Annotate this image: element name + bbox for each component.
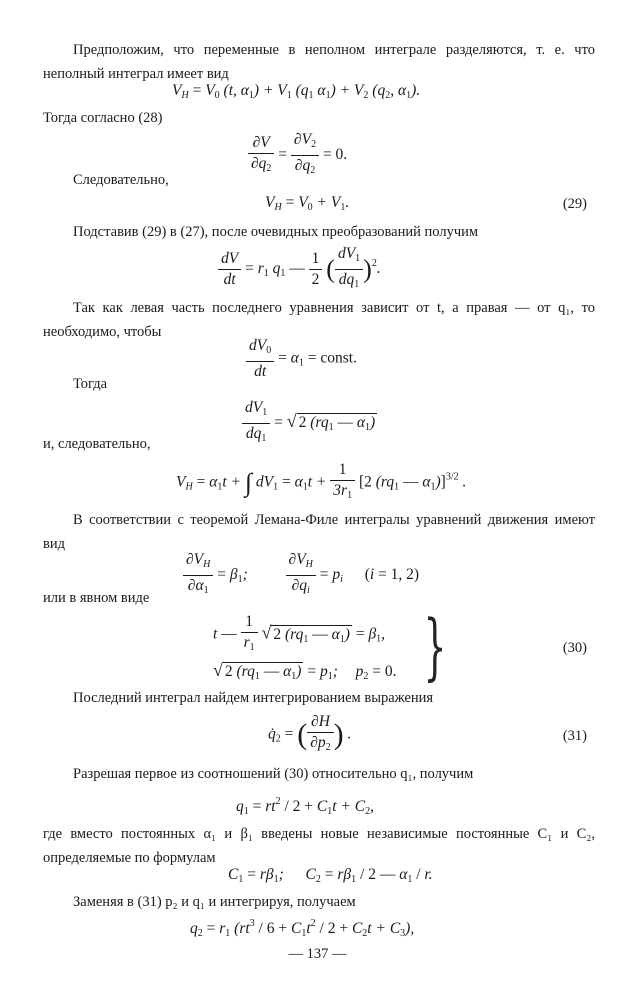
- equation-separated-integral: $V_H = V_0$ (t, $\alpha_1) + V_1$ ($q_1$ $\alpha_1) + V_2$ ($q_2$, $\alpha_1$).: [172, 82, 421, 101]
- text-consequently: Следовательно,: [73, 172, 169, 188]
- text-last-integral: Последний интеграл найдем интегрированием выражения: [73, 690, 434, 706]
- equation-partial-zero: $\frac{\partial V}{\partial q_2}$ = $\frac{\partial V_2}{\partial q_2}$ = 0.: [248, 130, 347, 181]
- equation-31: $q̇_2$ = ( $\frac{\partial H}{\partial p_2}$ ) .: [268, 713, 352, 753]
- page-number: — 137 —: [288, 946, 347, 962]
- text-or-explicitly: или в явном виде: [43, 590, 150, 606]
- equation-number-30: (30): [562, 640, 587, 656]
- right-brace: }: [423, 604, 447, 688]
- equation-constants: $C_1 = r\beta_1$; $C_2 = r\beta_1 / 2$ — $\alpha_1$ / r.: [228, 866, 433, 885]
- equation-30-line1: t — $\frac{1}{r_1}$ √ 2 ($rq_1$ — $\alpha_1) = \beta_1$,: [213, 613, 386, 653]
- text-substituting: Подставив (29) в (27), после очевидных преобразований получим: [73, 224, 479, 240]
- equation-number-31: (31): [562, 728, 587, 744]
- equation-dv1-dq1: $\frac{dV_1}{dq_1}$ = √ 2 ($rq_1$ — $\alpha_1$): [242, 398, 377, 449]
- equation-vh-integral: $V_H = \alpha_1t$ + ∫ $dV_1 = \alpha_1t$ + $\frac{1}{3r_1}$ [2 ($rq_1$ — $\alpha_1)]^{3/2}$ .: [176, 461, 467, 501]
- equation-q1-solution: $q_1 = rt^2 / 2 + C_1t + C_2$,: [236, 796, 374, 817]
- text-replacing: Заменяя в (31) p₂ и q₁ и интегрируя, получаем: [73, 894, 356, 910]
- text-then-per-28: Тогда согласно (28): [43, 110, 163, 126]
- paragraph-left-right: Так как левая часть последнего уравнения зависит от t, а правая — от q₁, то необходимо, чтобы: [43, 300, 595, 340]
- equation-dv0-dt: $\frac{dV_0}{dt}$ = $\alpha_1$ = const.: [246, 336, 357, 382]
- equation-number-29: (29): [562, 196, 587, 212]
- paragraph-new-constants: где вместо постоянных α₁ и β₁ введены новые независимые постоянные C₁ и C₂, определяемые по формулам: [43, 826, 595, 866]
- text-and-consequently: и, следовательно,: [43, 436, 151, 452]
- paragraph-lehmann-filhes: В соответствии с теоремой Лемана-Филе интегралы уравнений движения имеют вид: [43, 512, 595, 552]
- paragraph-intro: Предположим, что переменные в неполном интеграле разделяются, т. е. что неполный интеграл имеет вид: [43, 42, 595, 82]
- text-resolving: Разрешая первое из соотношений (30) относительно q₁, получим: [73, 766, 474, 782]
- equation-29: $V_H = V_0 + V_1$.: [265, 194, 350, 213]
- text-then: Тогда: [73, 376, 108, 392]
- equation-30-line2: √ 2 ($rq_1$ — $\alpha_1) = p_1$; $p_2 = 0$.: [213, 660, 397, 682]
- equation-dv-dt: $\frac{dV}{dt}$ = $r_1$ $q_1$ — $\frac{1}{2}$ ( $\frac{dV_1}{dq_1}$ )$^2$.: [218, 244, 381, 295]
- equation-lehmann-integrals: $\frac{\partial V_H}{\partial\alpha_1}$ = $\beta_1$; $\frac{\partial V_H}{\partial q_i}$ = $p_i$ (i = 1, 2): [183, 550, 419, 601]
- equation-q2-solution: $q_2 = r_1$ $(rt^3 / 6 + C_1t^2 / 2 + C_2t + C_3)$,: [190, 918, 415, 939]
